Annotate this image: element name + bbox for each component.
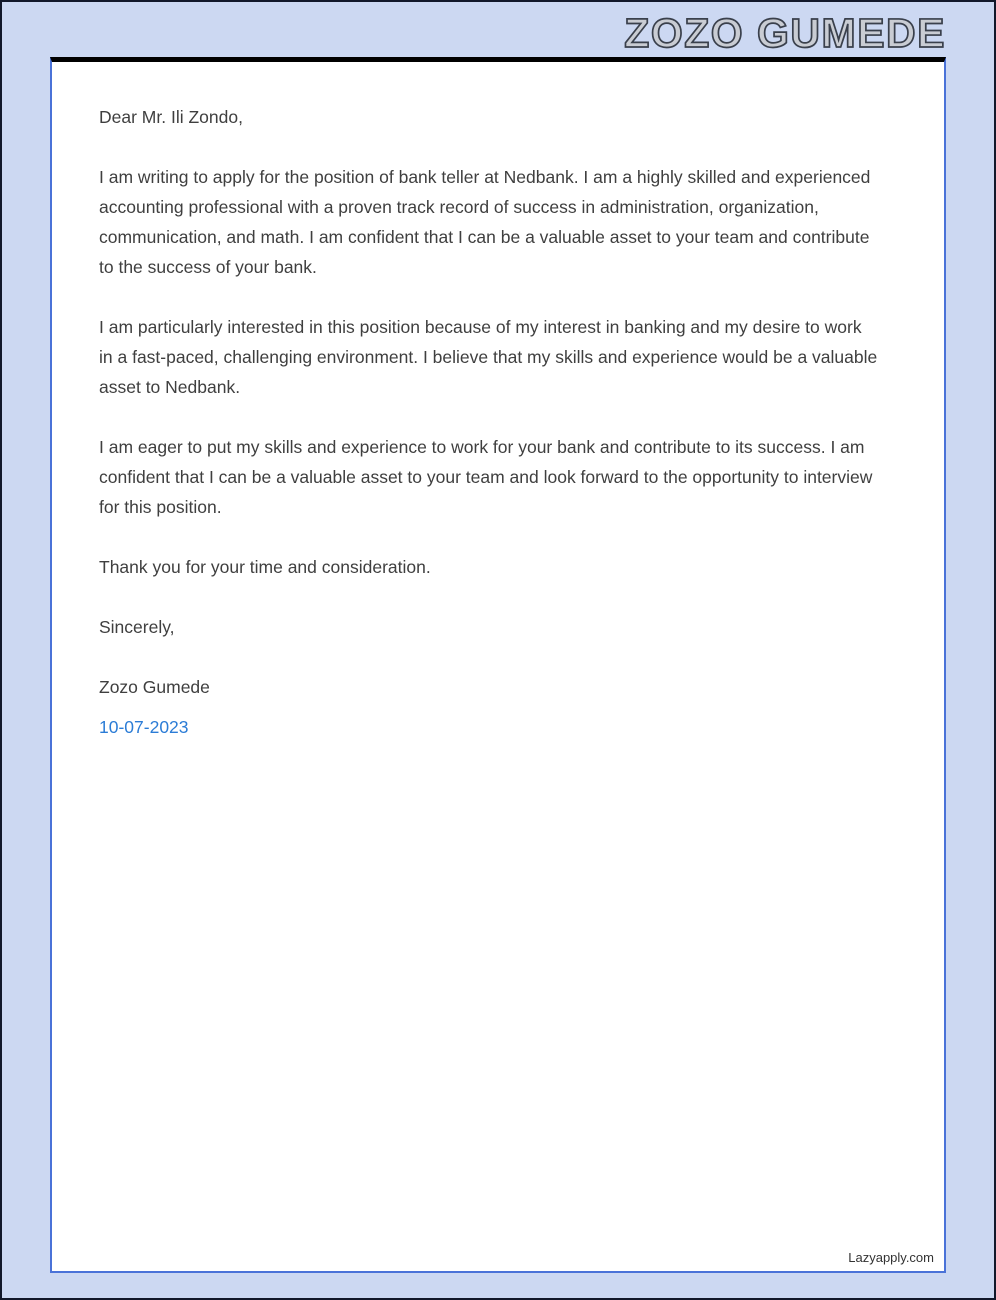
letter-page [50,57,946,1273]
lazyapply-link[interactable]: Lazyapply.com [848,1250,934,1265]
letter-body [99,102,878,742]
closing: Sincerely, [99,617,175,637]
page-header [624,8,946,58]
signature-name: Zozo Gumede [99,677,210,697]
salutation: Dear Mr. Ili Zondo, [99,107,243,127]
letter-paragraph: I am particularly interested in this position because of my interest in banking and my desire to work in a fast-paced, challenging environment. I believe that my skills and experience would be a valuable asset to Nedbank. [99,317,878,397]
letter-paragraph: I am writing to apply for the position of bank teller at Nedbank. I am a highly skilled and experienced accounting professional with a proven track record of success in administration, organization, communication, and math. I am confident that I can be a valuable asset to your team and contribute to the success of your bank. [99,167,871,277]
letter-date-link[interactable]: 10-07-2023 [99,717,189,737]
letter-paragraph: I am eager to put my skills and experience to work for your bank and contribute to its success. I am confident that I can be a valuable asset to your team and look forward to the opportunity to interview for this position. [99,437,873,517]
applicant-name-heading: ZOZO GUMEDE [624,9,946,56]
letter-paragraph: Thank you for your time and consideration. [99,557,431,577]
